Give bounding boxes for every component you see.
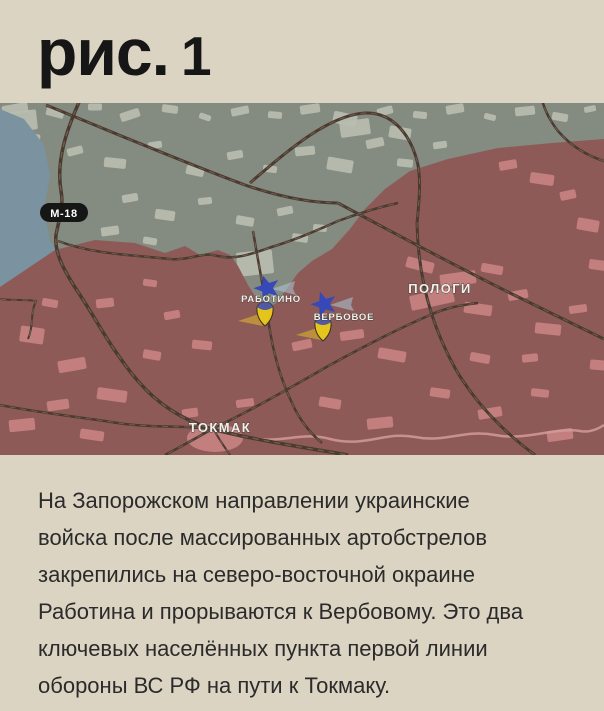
terrain-patch bbox=[413, 111, 428, 119]
caption-line: обороны ВС РФ на пути к Токмаку. bbox=[38, 673, 391, 698]
label-verbove: ВЕРБОВОЕ bbox=[313, 312, 375, 323]
caption-line: закрепились на северо-восточной окраине bbox=[38, 562, 476, 587]
label-robotyne: РАБОТИНО bbox=[241, 294, 301, 305]
caption-line: Работина и прорываются к Вербовому. Это два bbox=[38, 599, 524, 624]
terrain-patch bbox=[19, 325, 45, 344]
figure-title bbox=[37, 6, 212, 110]
terrain-patch bbox=[522, 353, 539, 363]
map bbox=[0, 103, 604, 455]
figure-title-number: 1 bbox=[180, 25, 212, 87]
figure-title-prefix: рис. bbox=[37, 15, 169, 89]
terrain-patch bbox=[268, 111, 283, 119]
label-tokmak: ТОКМАК bbox=[188, 420, 252, 435]
map-canvas bbox=[0, 103, 604, 455]
terrain-patch bbox=[590, 359, 604, 370]
terrain-patch bbox=[88, 104, 102, 111]
caption-line: На Запорожском направлении украинские bbox=[38, 488, 470, 513]
caption-line: ключевых населённых пункта первой линии bbox=[38, 636, 488, 661]
caption-line: войска после массированных артобстрелов bbox=[38, 525, 488, 550]
road-badge-m18 bbox=[40, 203, 88, 222]
terrain-patch bbox=[397, 158, 414, 168]
caption bbox=[38, 482, 578, 704]
terrain-patch bbox=[198, 197, 213, 205]
terrain-patch bbox=[96, 298, 115, 309]
label-polohy: ПОЛОГИ bbox=[408, 281, 472, 296]
road-badge-label: М-18 bbox=[50, 208, 78, 220]
